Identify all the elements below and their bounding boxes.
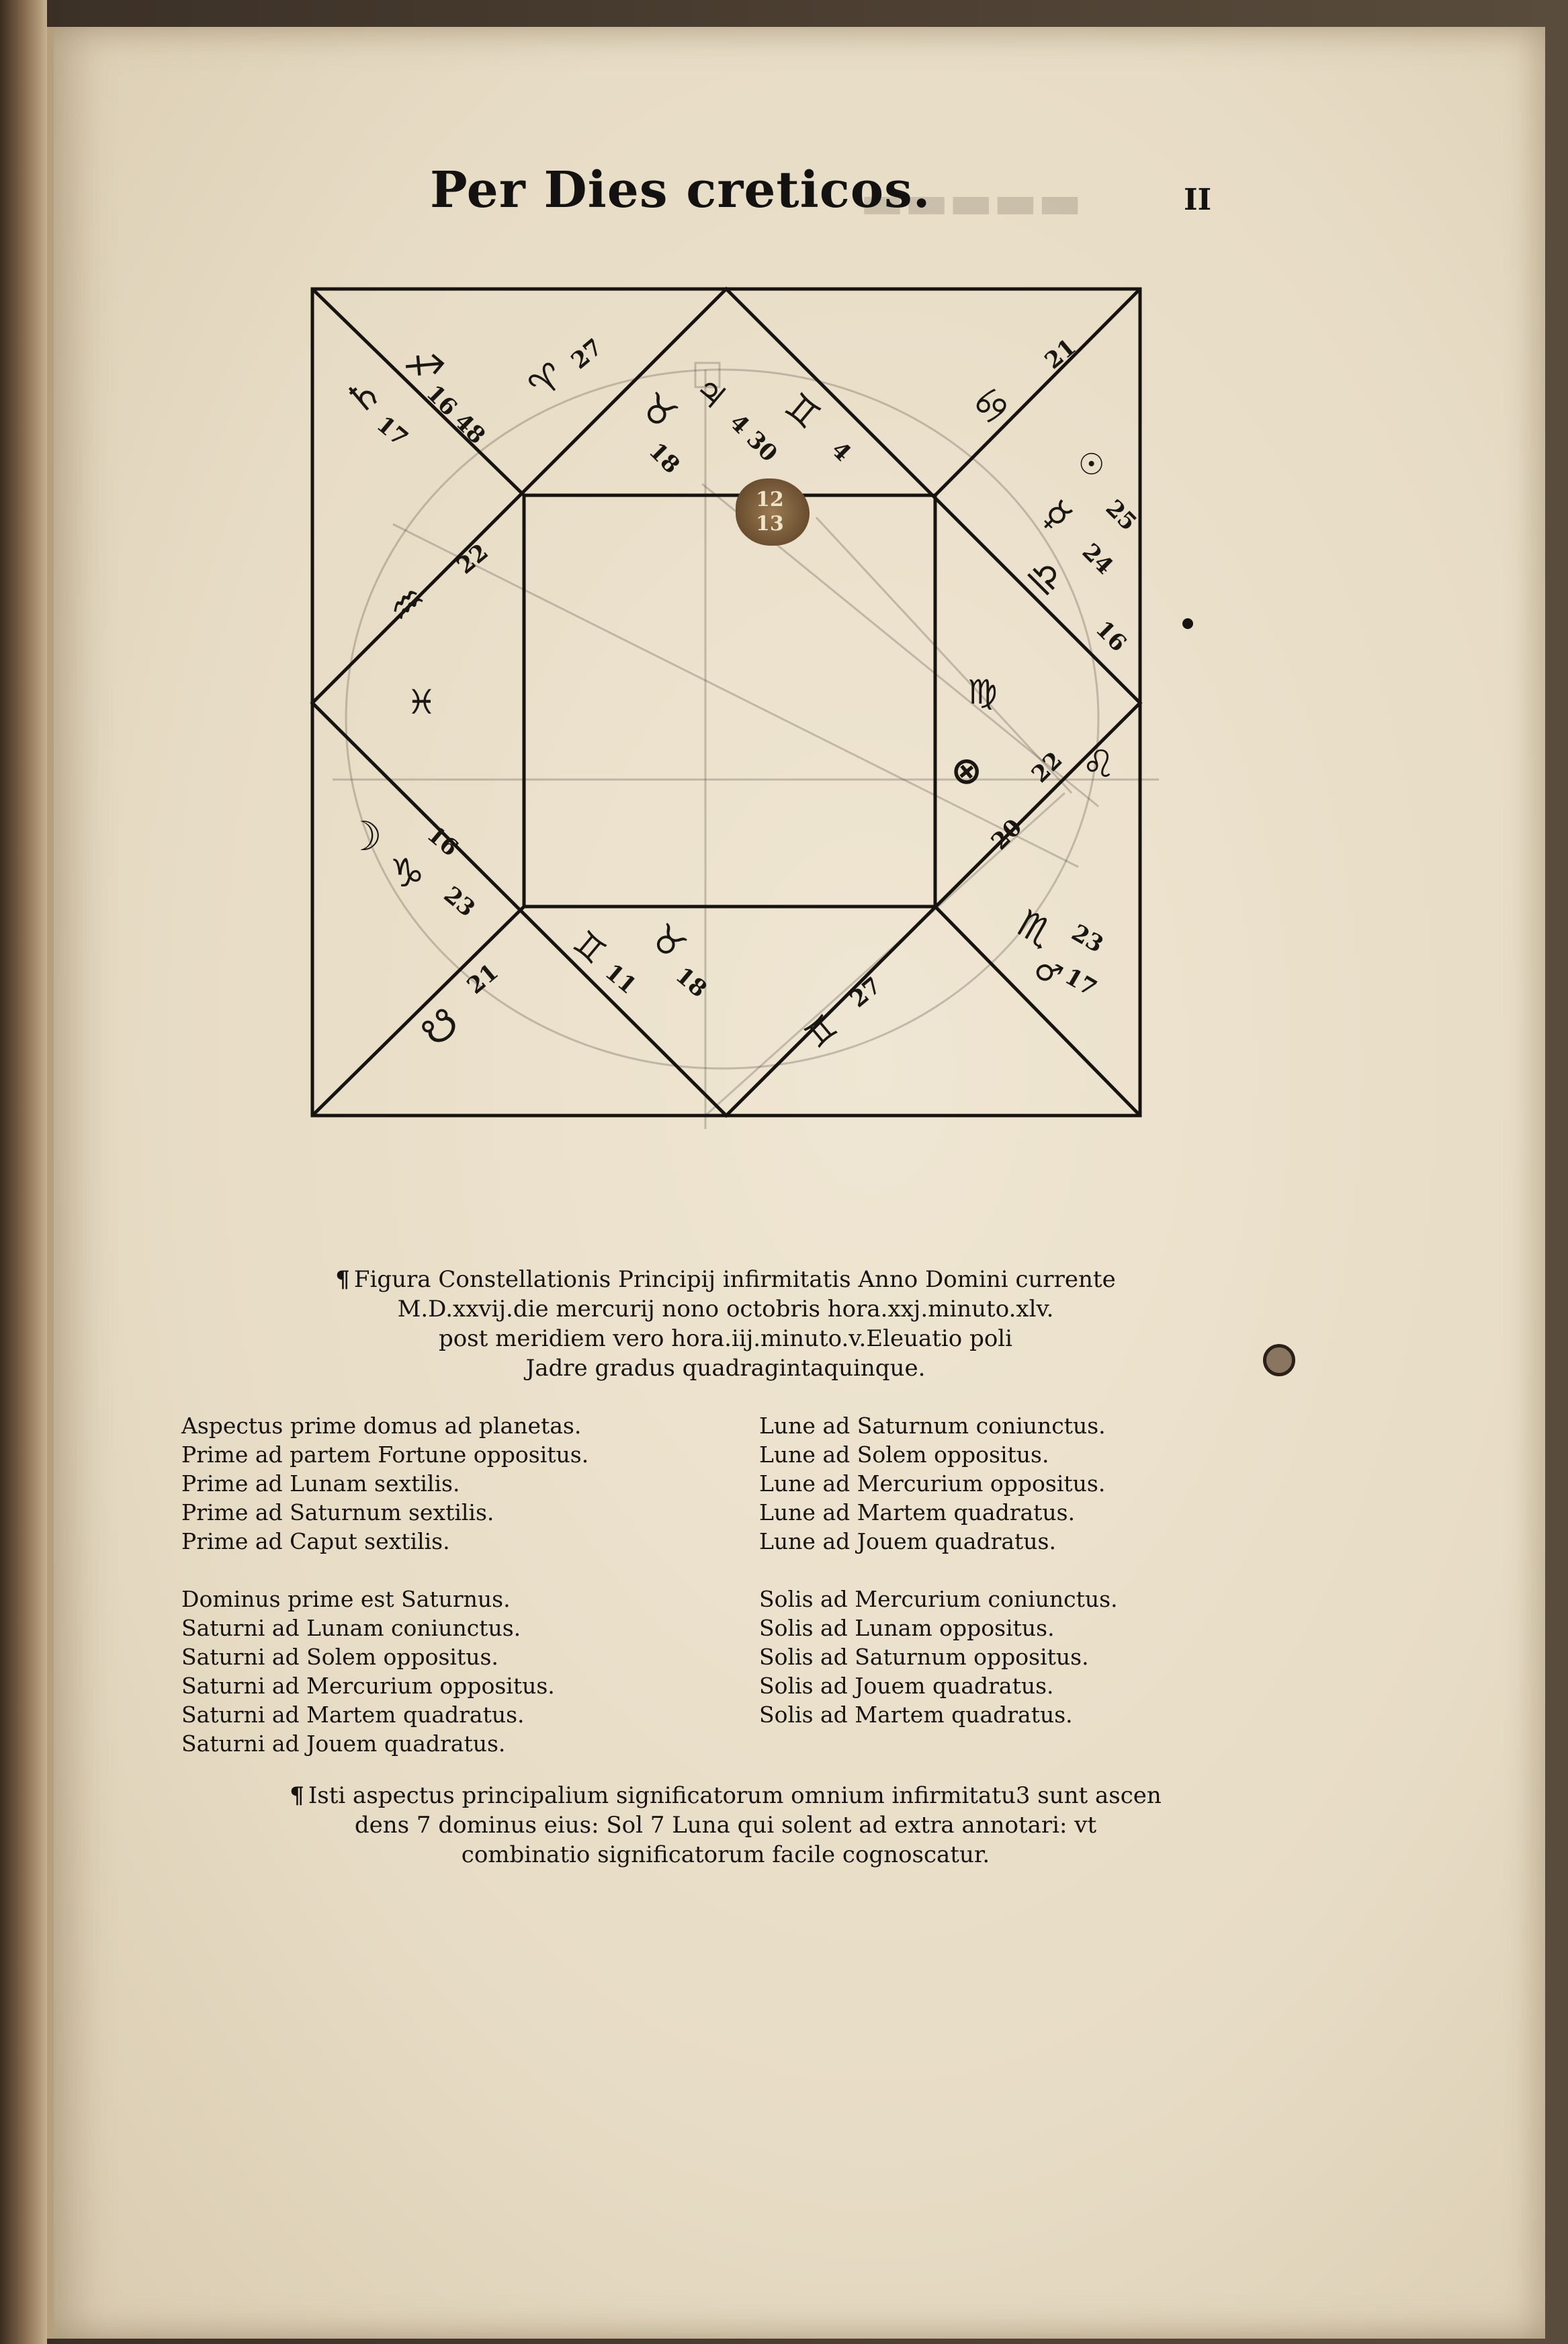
closing-line: ¶ Isti aspectus principalium significatorum omnium infirmitatu3 sunt ascen — [290, 1782, 1162, 1809]
aspect-line: Solis ad Jouem quadratus. — [759, 1673, 1054, 1699]
house-degree: 25 — [1100, 495, 1142, 536]
page-header — [430, 161, 941, 235]
caption-line: Jadre gradus quadragintaquinque. — [525, 1355, 926, 1382]
house-degree: 4 — [826, 436, 857, 467]
aspect-line: Aspectus prime domus ad planetas. — [181, 1413, 582, 1439]
house-degree: 20 — [986, 814, 1028, 855]
house-degree: 17 — [1060, 962, 1102, 1003]
aspect-line: Saturni ad Lunam coniunctus. — [181, 1615, 521, 1641]
mercury-icon: ☿ — [1033, 492, 1080, 540]
gemini-icon: ♊ — [797, 1007, 846, 1056]
aspect-line: Lune ad Solem oppositus. — [759, 1441, 1049, 1468]
pilcrow-icon: ¶ — [290, 1782, 304, 1809]
aquarius-icon: ♒ — [378, 575, 437, 635]
sagittarius-icon: ♐ — [396, 337, 452, 394]
closing-note — [289, 1781, 1162, 1870]
house-degree: 11 — [599, 958, 642, 1000]
aspect-line: Solis ad Saturnum oppositus. — [759, 1644, 1089, 1670]
house-degree: 18 — [670, 962, 712, 1003]
figure-caption — [289, 1265, 1162, 1383]
house-degree: 27 — [844, 972, 887, 1013]
saturn-icon: ♄ — [335, 367, 392, 425]
pisces-icon: ♓ — [406, 683, 437, 722]
mars-icon: ♂ — [1028, 950, 1068, 994]
aspect-line: Solis ad Mercurium coniunctus. — [759, 1586, 1118, 1612]
house-degree: 22 — [451, 538, 494, 580]
jupiter-icon: ♃ — [686, 368, 735, 418]
caption-line: ¶ Figura Constellationis Principij infirmitatis Anno Domini currente — [335, 1266, 1116, 1293]
paper-blot — [1263, 1344, 1295, 1376]
fortune-icon: ⊕ — [940, 744, 993, 798]
taurus-icon: ♉ — [642, 915, 695, 969]
cancer-icon: ♋ — [963, 377, 1020, 435]
capricorn-icon: ♑ — [390, 850, 425, 896]
dragon-tail-icon: ☋ — [412, 999, 469, 1056]
house-degree: 24 — [1076, 538, 1119, 580]
aspect-line: Solis ad Martem quadratus. — [759, 1702, 1073, 1728]
gemini-icon: ♊ — [776, 384, 829, 438]
horoscope-chart — [306, 282, 1159, 1129]
aspect-line: Dominus prime est Saturnus. — [181, 1586, 511, 1612]
taurus-icon: ♉ — [632, 384, 685, 440]
scorpio-icon: ♏ — [1009, 901, 1061, 957]
ink-stain — [736, 478, 810, 546]
aspects-left-column — [181, 1411, 589, 1758]
gemini-icon: ♊ — [565, 923, 614, 972]
aries-icon: ♈ — [521, 353, 573, 408]
aspect-line: Prime ad Caput sextilis. — [181, 1528, 450, 1554]
aspect-line: Saturni ad Solem oppositus. — [181, 1644, 498, 1670]
house-degree: 22 — [1026, 747, 1068, 788]
house-degree: 21 — [462, 958, 504, 1000]
aspect-line: Saturni ad Mercurium oppositus. — [181, 1673, 555, 1699]
house-degree: 27 — [566, 333, 608, 375]
closing-line: combinatio significatorum facile cognoscatur. — [461, 1841, 990, 1868]
house-degree: 23 — [438, 881, 480, 923]
ink-dot — [1182, 618, 1193, 629]
house-degree: 23 — [1067, 919, 1108, 959]
house-degree: 4 30 — [724, 409, 783, 468]
folio-number: II — [1184, 183, 1212, 217]
aspect-line: Lune ad Mercurium oppositus. — [759, 1470, 1106, 1497]
aspect-line: Lune ad Saturnum coniunctus. — [759, 1413, 1106, 1439]
house-degree: 21 — [1039, 333, 1082, 375]
aspect-line: Prime ad Saturnum sextilis. — [181, 1499, 494, 1525]
aspect-line: Saturni ad Jouem quadratus. — [181, 1730, 506, 1757]
stain-number: 12 — [756, 488, 784, 511]
house-degree: 16 — [421, 821, 464, 862]
stain-number: 13 — [756, 512, 784, 536]
libra-icon: ♎ — [1016, 548, 1074, 606]
house-degree: 17 — [371, 411, 413, 452]
caption-line: M.D.xxvij.die mercurij nono octobris hora.xxj.minuto.xlv. — [397, 1296, 1054, 1323]
aspects-right-column — [759, 1411, 1118, 1729]
aspect-line: Prime ad Lunam sextilis. — [181, 1470, 460, 1497]
sun-icon: ☉ — [1078, 448, 1105, 482]
leo-icon: ♌ — [1082, 743, 1116, 786]
aspect-line: Lune ad Jouem quadratus. — [759, 1528, 1056, 1554]
house-degree: 16 — [1090, 616, 1132, 657]
aspect-line: Prime ad partem Fortune oppositus. — [181, 1441, 589, 1468]
virgo-icon: ♍ — [967, 673, 998, 712]
aspect-line: Saturni ad Martem quadratus. — [181, 1702, 525, 1728]
moon-icon: ☽ — [346, 813, 382, 860]
show-through-heading: ▬▬▬▬▬ — [860, 173, 1082, 229]
binding-edge — [0, 0, 47, 2344]
house-degree: 18 — [643, 437, 685, 479]
closing-line: dens 7 dominus eius: Sol 7 Luna qui solent ad extra annotari: vt — [354, 1812, 1097, 1839]
page-title: Per Dies creticos. — [430, 161, 931, 219]
aspect-line: Lune ad Martem quadratus. — [759, 1499, 1076, 1525]
house-degree: 16 48 — [421, 380, 491, 450]
aspect-line: Solis ad Lunam oppositus. — [759, 1615, 1055, 1641]
caption-line: post meridiem vero hora.iij.minuto.v.Eleuatio poli — [438, 1325, 1013, 1352]
pilcrow-icon: ¶ — [335, 1266, 350, 1293]
